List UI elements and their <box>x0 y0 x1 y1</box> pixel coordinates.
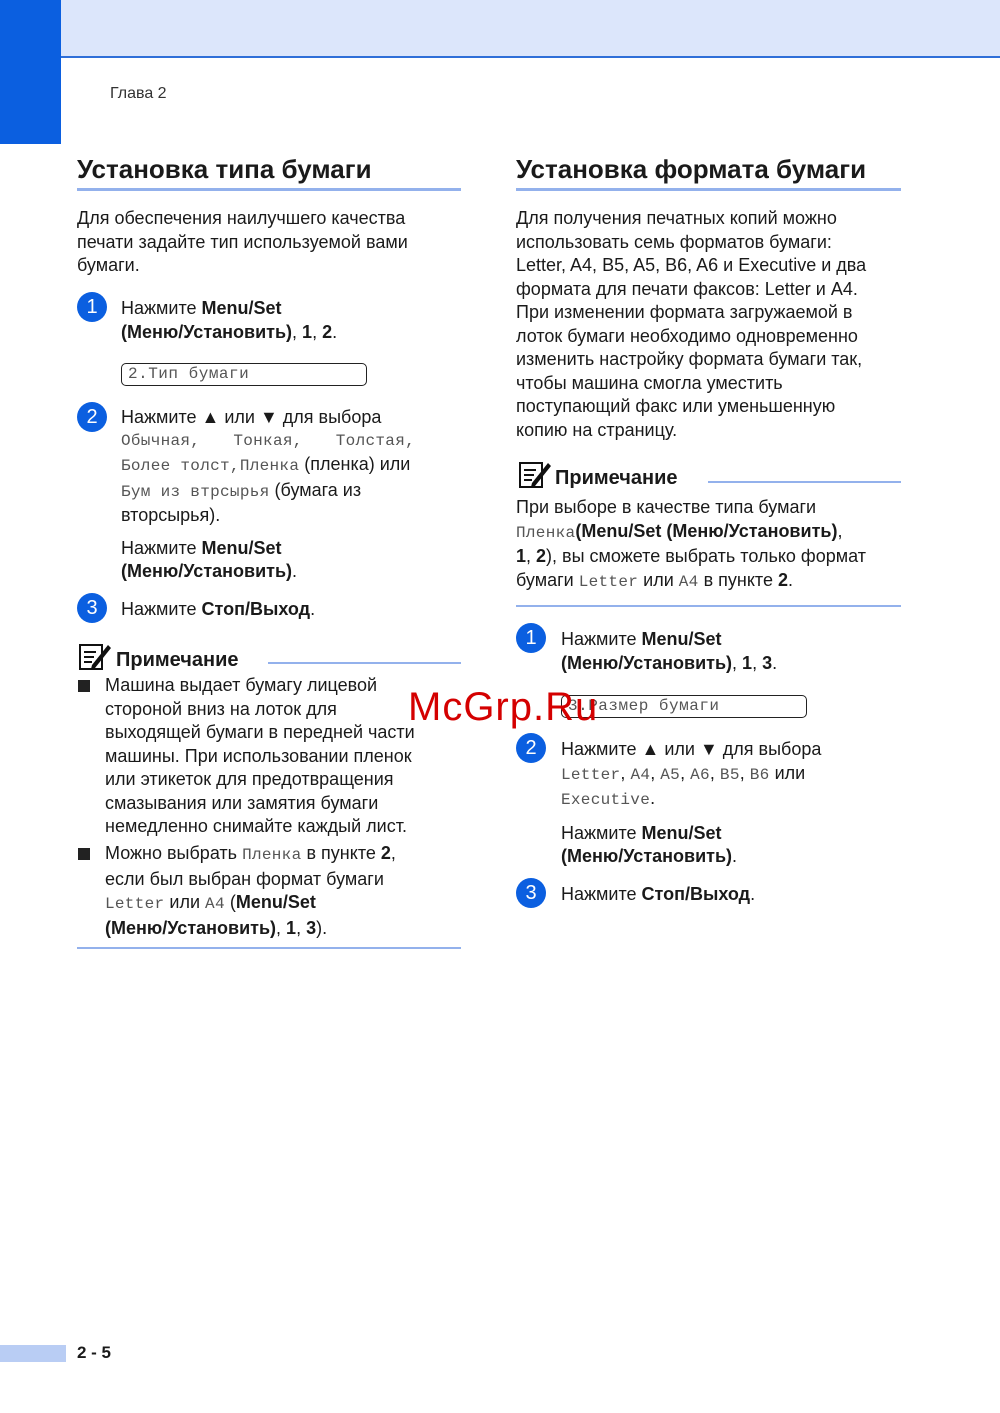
left-note-end-rule <box>77 947 461 949</box>
lcd-display-paper-type: 2.Тип бумаги <box>121 363 367 386</box>
lcd-display-paper-size: 3.Размер бумаги <box>561 695 807 718</box>
right-note-end-rule <box>516 605 901 607</box>
right-title-underline <box>516 188 901 191</box>
note-bullet <box>78 848 90 860</box>
left-note-bullet-2: Можно выбрать Пленка в пункте 2, если был выбран формат бумаги Letter или A4 (Menu/Set (Меню/Установить), 1, 3). <box>105 843 396 938</box>
note-pencil-icon <box>518 459 552 489</box>
note-pencil-icon <box>78 641 112 671</box>
step-3-badge: 3 <box>516 878 546 908</box>
footer-band <box>0 1345 66 1362</box>
right-step-1-text: Нажмите Menu/Set (Меню/Установить), 1, 3. <box>561 629 778 673</box>
right-note-rule <box>708 481 901 483</box>
step-1-badge: 1 <box>516 623 546 653</box>
step-2-badge: 2 <box>77 402 107 432</box>
step-3-badge: 3 <box>77 593 107 623</box>
step-2-badge: 2 <box>516 733 546 763</box>
right-intro: Для получения печатных копий можно использовать семь форматов бумаги: Letter, A4, B5, A5, B6, A6 и Executive и два формата для печати факсов: Letter и A4. При изменении формата загружаемой в лоток бумаги необходимо одновременно изменить настройку формата бумаги так, чтобы машина смогла уместить поступающий факс или уменьшенную копию на страницу. <box>516 208 867 440</box>
left-note-rule <box>268 662 461 664</box>
right-note-text: При выборе в качестве типа бумаги Пленка(Menu/Set (Меню/Установить), 1, 2), вы сможете выбрать только формат бумаги Letter или A4 в пункте 2. <box>516 497 866 591</box>
right-note-title: Примечание <box>555 467 678 489</box>
right-step-2-text: Нажмите ▲ или ▼ для выбора Letter, A4, A5, A6, B5, B6 или Executive. Нажмите Menu/Set (Меню/Установить). <box>561 739 822 866</box>
left-section-title: Установка типа бумаги <box>77 154 372 184</box>
left-step-1-text: Нажмите Menu/Set (Меню/Установить), 1, 2. <box>121 298 338 342</box>
note-bullet <box>78 680 90 692</box>
step-1-badge: 1 <box>77 292 107 322</box>
chapter-label: Глава 2 <box>110 85 167 102</box>
page-number: 2 - 5 <box>77 1343 112 1362</box>
header-band <box>0 0 1000 58</box>
left-intro: Для обеспечения наилучшего качества печати задайте тип используемой вами бумаги. <box>77 208 408 275</box>
left-step-3-text: Нажмите Стоп/Выход. <box>121 599 316 619</box>
watermark: McGrp.Ru <box>408 685 599 729</box>
left-step-2-text: Нажмите ▲ или ▼ для выбора Обычная, Тонкая, Толстая, Более толст,Пленка (пленка) или Бум из втрсырья (бумага из вторсырья). Нажмите Menu/Set (Меню/Установить). <box>121 407 415 581</box>
left-note-title: Примечание <box>116 649 239 671</box>
left-title-underline <box>77 188 461 191</box>
right-step-3-text: Нажмите Стоп/Выход. <box>561 884 756 904</box>
right-section-title: Установка формата бумаги <box>516 154 867 184</box>
chapter-tab <box>0 0 61 144</box>
left-note-bullet-1: Машина выдает бумагу лицевой стороной вниз на лоток для выходящей бумаги в передней части машины. При использовании пленок или этикеток для предотвращения смазывания или замятия бумаги немедленно снимайте каждый лист. <box>105 675 415 836</box>
